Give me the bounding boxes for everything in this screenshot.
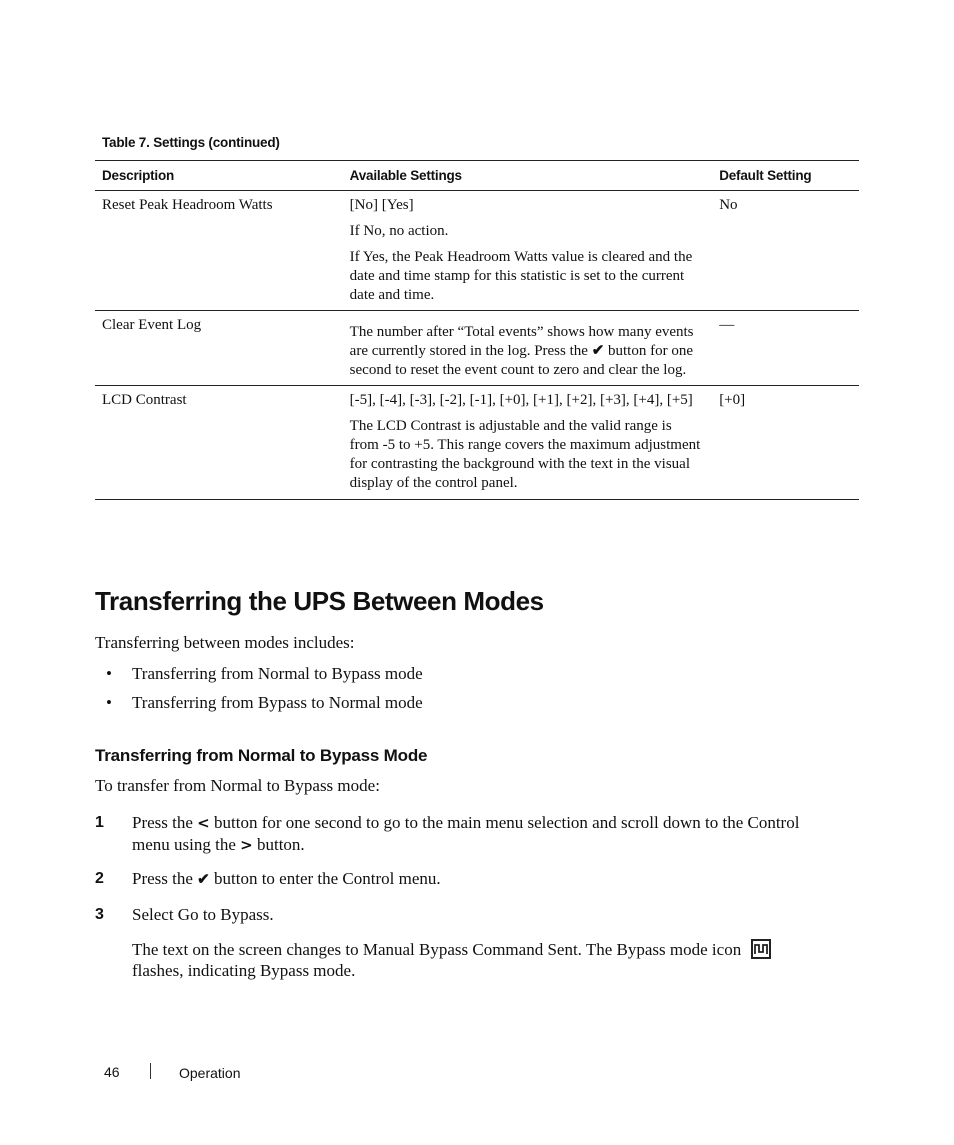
row-description: Clear Event Log bbox=[102, 317, 202, 333]
row-settings bbox=[350, 196, 712, 305]
page-number: 46 bbox=[104, 1064, 120, 1080]
header-description: Description bbox=[102, 168, 175, 183]
table-caption: Table 7. Settings (continued) bbox=[102, 135, 280, 150]
setting-line: [No] [Yes] bbox=[349, 197, 414, 213]
bypass-mode-icon bbox=[751, 939, 771, 959]
table-row bbox=[95, 191, 859, 311]
section-title: Transferring the UPS Between Modes bbox=[95, 586, 544, 616]
row-description: Reset Peak Headroom Watts bbox=[102, 197, 273, 213]
table-row bbox=[95, 386, 859, 499]
check-icon: ✔ bbox=[591, 343, 605, 359]
mode-list bbox=[106, 664, 423, 722]
row-default: No bbox=[719, 197, 738, 213]
header-default-setting: Default Setting bbox=[719, 168, 812, 183]
footer-divider bbox=[150, 1063, 151, 1079]
setting-line: [-5], [-4], [-3], [-2], [-1], [+0], [+1], [+2], [+3], [+4], [+5] bbox=[349, 392, 693, 408]
setting-line: If Yes, the Peak Headroom Watts value is cleared and the date and time stamp for this statistic is set to the current date and time. bbox=[349, 249, 693, 303]
list-item: • Transferring from Normal to Bypass mode bbox=[106, 664, 423, 683]
subsection-intro: To transfer from Normal to Bypass mode: bbox=[95, 776, 380, 795]
section-intro: Transferring between modes includes: bbox=[95, 633, 355, 652]
setting-line: The LCD Contrast is adjustable and the valid range is from -5 to +5. This range covers the maximum adjustment for contrasting the background with the text in the visual display of the control panel. bbox=[349, 418, 701, 491]
setting-line: If No, no action. bbox=[349, 223, 449, 239]
row-default: — bbox=[719, 317, 735, 333]
table-header bbox=[95, 161, 859, 191]
list-item: • Transferring from Bypass to Normal mode bbox=[106, 693, 423, 712]
row-settings bbox=[350, 391, 712, 493]
subsection-title: Transferring from Normal to Bypass Mode bbox=[95, 746, 428, 765]
chevron-right-icon: > bbox=[240, 836, 253, 854]
step-3: 3 Select Go to Bypass. bbox=[95, 905, 274, 924]
footer-section: Operation bbox=[179, 1065, 241, 1081]
header-available-settings: Available Settings bbox=[349, 168, 462, 183]
chevron-left-icon: < bbox=[197, 814, 210, 832]
check-icon: ✔ bbox=[197, 872, 210, 888]
row-description: LCD Contrast bbox=[102, 392, 187, 408]
row-default: [+0] bbox=[719, 392, 746, 408]
setting-line: The number after “Total events” shows how many events are currently stored in the log. Press the ✔ button for one second to reset the event count to zero and clear the log. bbox=[349, 324, 694, 378]
step-1: 1 Press the < button for one second to go to the main menu selection and scroll down to the Control menu using the > button. bbox=[95, 813, 800, 854]
step-3-note: The text on the screen changes to Manual Bypass Command Sent. The Bypass mode icon flashes, indicating Bypass mode. bbox=[95, 939, 815, 981]
row-settings bbox=[350, 316, 712, 380]
table-row bbox=[95, 311, 859, 386]
settings-table bbox=[95, 160, 859, 500]
step-2: 2 Press the ✔ button to enter the Control menu. bbox=[95, 868, 815, 891]
